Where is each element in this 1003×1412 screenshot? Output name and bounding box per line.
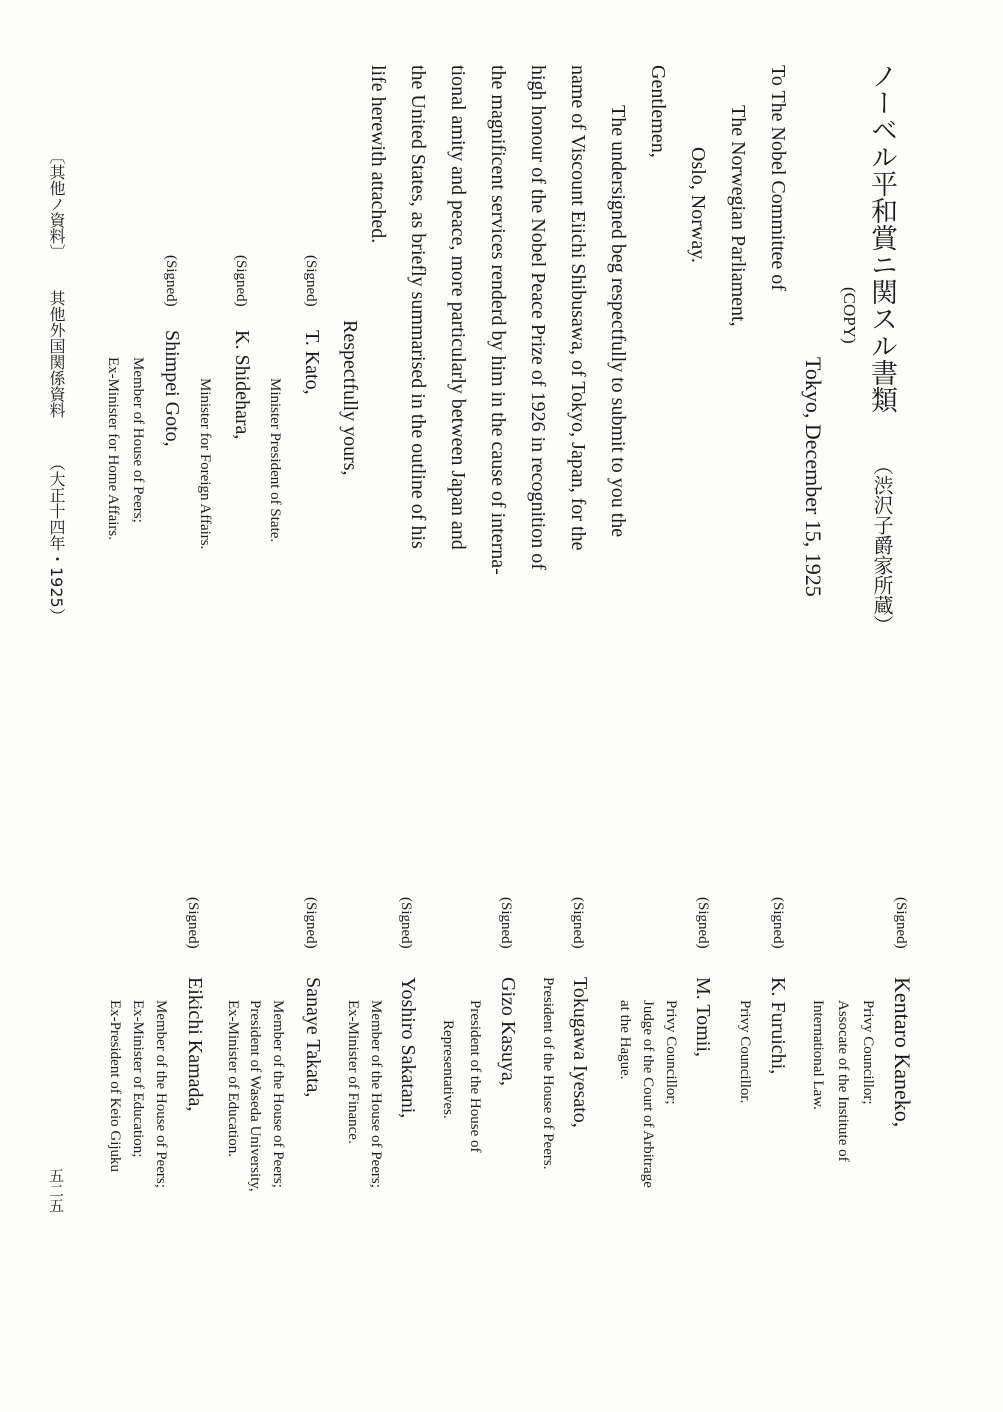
signer-title: Ex-President of Keio Gijuku <box>107 1000 123 1173</box>
document-title: ノーベル平和賞ニ関スル書類 <box>866 62 897 413</box>
signer-title: Minister for Foreign Affairs. <box>197 378 213 550</box>
signer-title: Member of House of Peers; <box>130 357 146 523</box>
footer-section: 〔其他ノ資料〕 <box>47 148 66 260</box>
copy-label: (COPY) <box>840 287 859 344</box>
signer-name: Shimpei Goto, <box>161 330 183 447</box>
signed-label: (Signed) <box>303 897 319 949</box>
signer-title: at the Hague. <box>617 1000 633 1080</box>
body-line-3: high honour of the Nobel Peace Prize of 1926 in recognition of <box>527 65 549 570</box>
signed-label: (Signed) <box>163 255 179 307</box>
signer-title: Privy Councillor. <box>737 1000 753 1104</box>
signer-title: Member of the House of Peers; <box>270 1000 286 1188</box>
signer-title: Representatives. <box>440 1020 456 1119</box>
signed-label: (Signed) <box>893 897 909 949</box>
source-note: （渋沢子爵家所蔵） <box>870 455 894 635</box>
signer-title: President of Waseda University, <box>247 1000 263 1192</box>
signed-label: (Signed) <box>770 897 786 949</box>
signer-title: Assocate of the Institute of <box>835 1000 851 1162</box>
signer-title: International Law. <box>810 1000 826 1110</box>
address-line-1: To The Nobel Committee of <box>767 65 789 291</box>
signer-title: Judge of the Court of Arbitrage <box>640 1000 656 1188</box>
signed-label: (Signed) <box>695 897 711 949</box>
signer-title: President of the House of Peers. <box>540 977 556 1170</box>
signer-name: T. Kato, <box>301 330 323 395</box>
page-number: 五二五 <box>47 1168 65 1213</box>
signer-title: Ex-Minister of Education. <box>225 1000 241 1158</box>
signer-name: Eikichi Kamada, <box>184 977 206 1112</box>
signer-title: Ex-Minister for Home Affairs. <box>105 357 121 541</box>
signer-name: K. Shidehara, <box>231 330 253 440</box>
signed-label: (Signed) <box>498 897 514 949</box>
signer-name: Tokugawa Iyesato, <box>569 977 591 1128</box>
body-line-6: the United States, as briefly summarised in the outline of his <box>407 65 429 549</box>
footer-year: （大正十四年・1925） <box>47 455 66 624</box>
signed-label: (Signed) <box>233 255 249 307</box>
body-line-4: the magnificent services renderd by him in the cause of interna- <box>487 65 509 575</box>
salutation: Gentlemen, <box>647 65 669 158</box>
signed-label: (Signed) <box>398 897 414 949</box>
footer-collection: 其他外国関係資料 <box>47 290 66 418</box>
body-line-5: tional amity and peace, more particularly between Japan and <box>447 65 469 550</box>
signer-title: Member of the House of Peers; <box>368 1000 384 1188</box>
address-line-2: The Norwegian Parliament, <box>727 105 749 327</box>
signed-label: (Signed) <box>303 255 319 307</box>
signer-title: Privy Councillor; <box>860 1000 876 1105</box>
signer-name: Gizo Kasuya, <box>497 977 519 1086</box>
body-line-1: The undersigned beg respectfully to submit to you the <box>607 105 629 538</box>
signer-name: Yoshiro Sakatani, <box>397 977 419 1119</box>
body-line-7: life herewith attached. <box>367 65 389 244</box>
signer-title: Member of the House of Peers; <box>153 1000 169 1188</box>
signer-title: Minister President of State. <box>267 378 283 543</box>
signer-name: K. Furuichi, <box>767 977 789 1075</box>
closing: Respectfully yours, <box>339 320 361 476</box>
signer-title: Ex-Minister of Education; <box>130 1000 146 1158</box>
signer-name: Sanaye Takata, <box>302 977 324 1098</box>
date-line: Tokyo, December 15, 1925 <box>801 357 826 597</box>
signer-title: Ex-Minister of Finance. <box>345 1000 361 1144</box>
signer-name: Kentaro Kaneko, <box>890 977 915 1128</box>
address-line-3: Oslo, Norway. <box>687 147 709 263</box>
signer-name: M. Tomii, <box>692 977 714 1057</box>
body-line-2: name of Viscount Eiichi Shibusawa, of Tokyo, Japan, for the <box>567 65 589 551</box>
signer-title: President of the House of <box>467 1000 483 1153</box>
signed-label: (Signed) <box>185 897 201 949</box>
signer-title: Privy Councillor; <box>663 1000 679 1105</box>
signed-label: (Signed) <box>570 897 586 949</box>
